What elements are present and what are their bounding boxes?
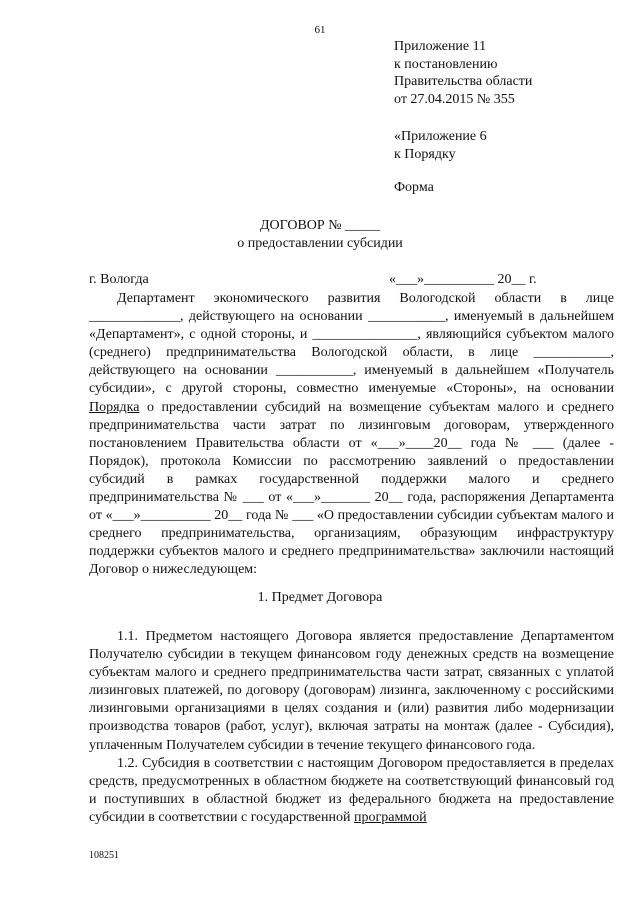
appendix-sub-line: «Приложение 6 [394, 129, 487, 144]
appendix-sub-line: к Порядку [394, 146, 456, 162]
appendix-sub-reference [394, 128, 487, 163]
document-title [0, 217, 640, 253]
footer-code: 108251 [89, 850, 119, 861]
preamble [89, 290, 614, 580]
appendix-line: к постановлению [394, 56, 498, 72]
title-line: ДОГОВОР № _____ [259, 218, 381, 233]
appendix-line: Правительства области [394, 74, 533, 89]
preamble-text: Департамент экономического развития Вологодской области в лице _____________, действующего на основании ___________, именуемый в дальнейшем «Департамент», с одной стороны, и _______________, являющийся субъектом малого (среднего) предпринимательства Вологодской области, в лице ___________, действующего на основании ___________, именуемый в дальнейшем «Получатель субсидии», с другой стороны, совместно именуемые «Стороны», на основании [89, 291, 614, 397]
city-name: г. Вологда [89, 272, 149, 287]
procedure-link[interactable]: Порядка [89, 399, 140, 415]
subtitle-line: о предоставлении субсидии [237, 236, 403, 251]
appendix-reference [394, 38, 532, 108]
clause-1-2-text: 1.2. Субсидия в соответствии с настоящим Договором предоставляется в пределах средств, предусмотренных в областном бюджете на соответствующий финансовый год и поступивших в областной бюджет из федерального бюджета на предоставление субсидии в соответствии с государственной [89, 755, 614, 825]
clause-1-2 [89, 755, 614, 827]
clause-1-1: 1.1. Предметом настоящего Договора является предоставление Департаментом Получателю субсидии в текущем финансовом году денежных средств на возмещение субъектам малого и среднего предпринимательства части затрат, связанных с уплатой лизинговых платежей, по договору (договорам) лизинга, заключенному с российскими лизинговыми организациями в целях создания и (или) развития либо модернизации производства товаров (работ, услуг), включая затраты на монтаж (далее - Субсидия), уплаченным Получателем субсидии в течение текущего финансового года. [89, 629, 614, 753]
appendix-line: Приложение 11 [394, 39, 487, 54]
appendix-line: от 27.04.2015 № 355 [394, 91, 515, 107]
section-title: 1. Предмет Договора [257, 590, 383, 605]
form-label: Форма [394, 180, 434, 195]
preamble-text-continued: о предоставлении субсидий на возмещение субъектам малого и среднего предпринимательства части затрат по лизинговым договорам, утвержденного постановлением Правительства области от «___»____20__ года № ___ (далее - Порядок), протокола Комиссии по рассмотрению заявлений о предоставлении субсидий в рамках государственной поддержки малого и среднего предпринимательства № ___ от «___»_______ 20__ года, распоряжения Департамента от «___»__________ 20__ года № ___ «О предоставлении субсидии субъектам малого и среднего предпринимательства, организациям, образующим инфраструктуру поддержки субъектов малого и среднего предпринимательства» заключили настоящий Договор о нижеследующем: [89, 399, 614, 578]
program-link[interactable]: программой [354, 809, 427, 825]
date-placeholder: «___»__________ 20__ г. [389, 272, 537, 287]
preamble-paragraph [89, 290, 614, 580]
section-body [89, 628, 614, 827]
page-number: 61 [314, 24, 326, 36]
